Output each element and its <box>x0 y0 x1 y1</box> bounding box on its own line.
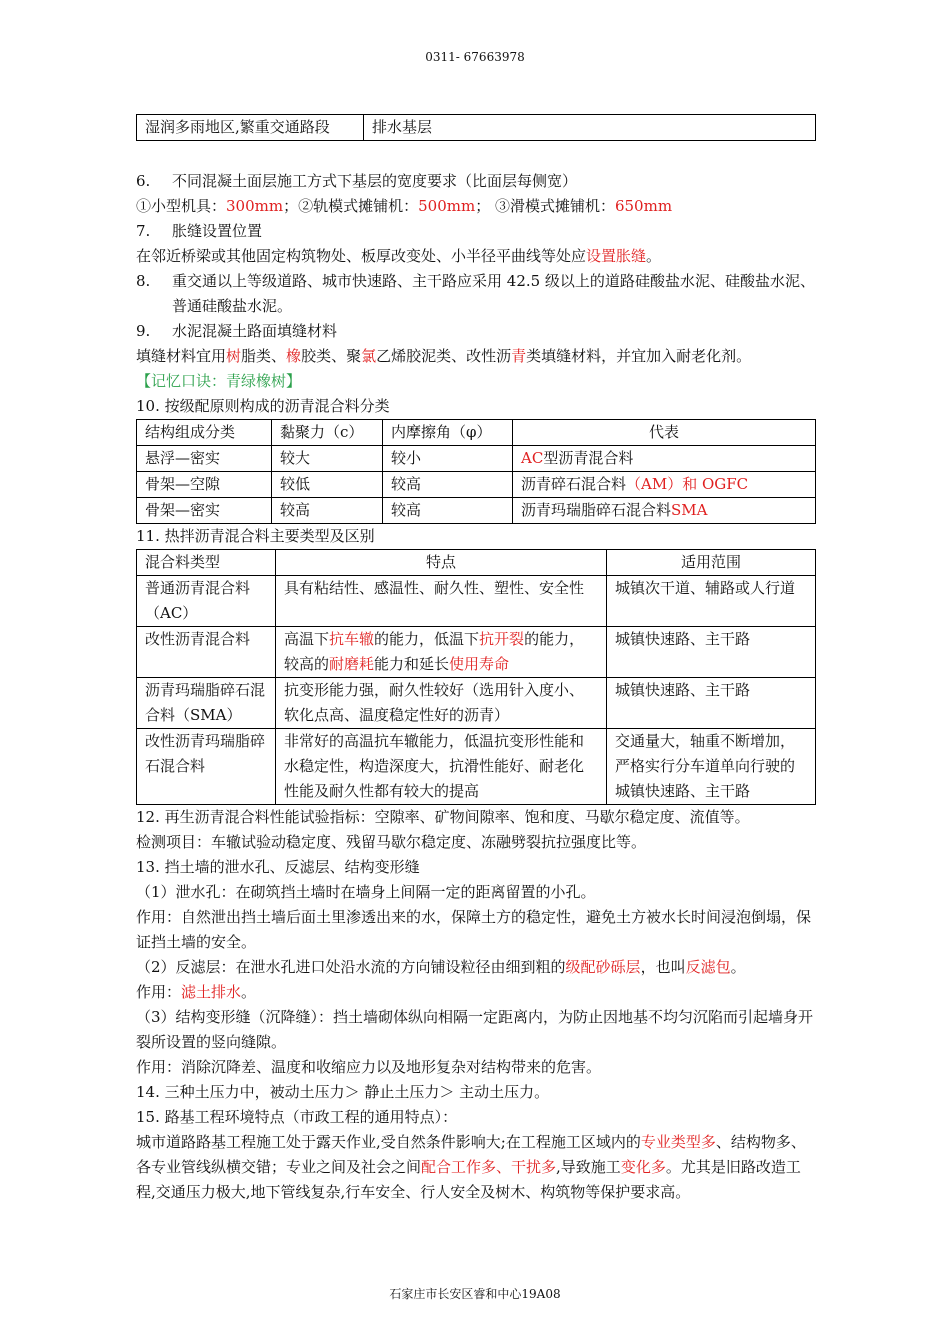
section-15-title: 15. 路基工程环境特点（市政工程的通用特点）： <box>136 1108 458 1126</box>
table-row: 改性沥青混合料 高温下抗车辙的能力，低温下抗开裂的能力，较高的耐磨耗能力和延长使用寿命 城镇快速路、主干路 <box>137 627 816 678</box>
table-header: 结构组成分类 <box>137 420 272 446</box>
page-header-phone: 0311- 67663978 <box>425 50 525 64</box>
section-6-title: 6. 不同混凝土面层施工方式下基层的宽度要求（比面层每侧宽） <box>136 172 578 190</box>
section-13-p6: 作用：消除沉降差、温度和收缩应力以及地形复杂对结构带来的危害。 <box>136 1058 602 1076</box>
section-10-title: 10. 按级配原则构成的沥青混合料分类 <box>136 397 390 415</box>
section-14: 14. 三种土压力中，被动土压力＞ 静止土压力＞ 主动土压力。 <box>136 1083 550 1101</box>
section-13-p3: （2）反滤层：在泄水孔进口处沿水流的方向铺设粒径由细到粗的级配砂砾层，也叫反滤包。 <box>136 958 746 976</box>
table-header: 代表 <box>513 420 816 446</box>
section-13-p4: 作用：滤土排水。 <box>136 983 257 1001</box>
page-footer-address: 石家庄市长安区睿和中心19A08 <box>389 1287 561 1301</box>
document-body <box>136 114 816 1205</box>
table-row: 骨架—密实 较高 较高 沥青玛瑞脂碎石混合料SMA <box>137 498 816 524</box>
table-row: 改性沥青玛瑞脂碎石混合料 非常好的高温抗车辙能力，低温抗变形性能和水稳定性，构造深度大，抗滑性能好、耐老化性能及耐久性都有较大的提高 交通量大，轴重不断增加，严格实行分车道单向行驶的城镇快速路、主干路 <box>137 729 816 805</box>
table-row: 悬浮—密实 较大 较小 AC型沥青混合料 <box>137 446 816 472</box>
section-13-title: 13. 挡土墙的泄水孔、反滤层、结构变形缝 <box>136 858 420 876</box>
table-header: 适用范围 <box>607 550 816 576</box>
section-12-line2: 检测项目：车辙试验动稳定度、残留马歇尔稳定度、冻融劈裂抗拉强度比等。 <box>136 833 647 851</box>
table-row: 普通沥青混合料（AC） 具有粘结性、感温性、耐久性、塑性、安全性 城镇次干道、辅路或人行道 <box>137 576 816 627</box>
section-9-title: 9. 水泥混凝土路面填缝材料 <box>136 322 338 340</box>
asphalt-classification-table <box>136 419 816 524</box>
top-table-cell: 排水基层 <box>364 115 816 141</box>
table-header: 内摩擦角（φ） <box>383 420 513 446</box>
section-9-body: 填缝材料宜用树脂类、橡胶类、聚氯乙烯胶泥类、改性沥青类填缝材料，并宜加入耐老化剂。 <box>136 347 752 365</box>
section-7-title: 7. 胀缝设置位置 <box>136 222 263 240</box>
section-13-p2: 作用：自然泄出挡土墙后面土里渗透出来的水，保障土方的稳定性，避免土方被水长时间浸泡倒塌，保证挡土墙的安全。 <box>136 908 812 951</box>
table-header: 特点 <box>276 550 607 576</box>
hot-mix-asphalt-table <box>136 549 816 805</box>
table-header: 黏聚力（c） <box>272 420 383 446</box>
table-header: 混合料类型 <box>137 550 276 576</box>
top-table-cell: 湿润多雨地区,繁重交通路段 <box>137 115 364 141</box>
table-row: 沥青玛瑞脂碎石混合料（SMA） 抗变形能力强，耐久性较好（选用针入度小、软化点高、温度稳定性好的沥青） 城镇快速路、主干路 <box>137 678 816 729</box>
section-12-line1: 12. 再生沥青混合料性能试验指标：空隙率、矿物间隙率、饱和度、马歇尔稳定度、流值等。 <box>136 808 750 826</box>
section-15-body: 城市道路路基工程施工处于露天作业,受自然条件影响大;在工程施工区域内的专业类型多、结构物多、各专业管线纵横交错；专业之间及社会之间配合工作多、干扰多,导致施工变化多。尤其是旧路改造工程,交通压力极大,地下管线复杂,行车安全、行人安全及树木、构筑物等保护要求高。 <box>136 1133 806 1201</box>
section-11-title: 11. 热拌沥青混合料主要类型及区别 <box>136 527 375 545</box>
section-7-body: 在邻近桥梁或其他固定构筑物处、板厚改变处、小半径平曲线等处应设置胀缝。 <box>136 247 662 265</box>
section-13-p5: （3）结构变形缝（沉降缝）：挡土墙砌体纵向相隔一定距离内，为防止因地基不均匀沉陷而引起墙身开裂所设置的竖向缝隙。 <box>136 1008 814 1051</box>
section-8: 8. 重交通以上等级道路、城市快速路、主干路应采用 42.5 级以上的道路硅酸盐水泥、硅酸盐水泥、普通硅酸盐水泥。 <box>136 272 815 315</box>
section-13-p1: （1）泄水孔：在砌筑挡土墙时在墙身上间隔一定的距离留置的小孔。 <box>136 883 596 901</box>
section-6-body: ①小型机具：300mm；②轨模式摊铺机：500mm； ③滑模式摊铺机：650mm <box>136 197 673 215</box>
section-9-mnemonic: 【记忆口诀：青绿橡树】 <box>136 372 302 390</box>
top-table <box>136 114 816 141</box>
table-row: 骨架—空隙 较低 较高 沥青碎石混合料（AM）和 OGFC <box>137 472 816 498</box>
